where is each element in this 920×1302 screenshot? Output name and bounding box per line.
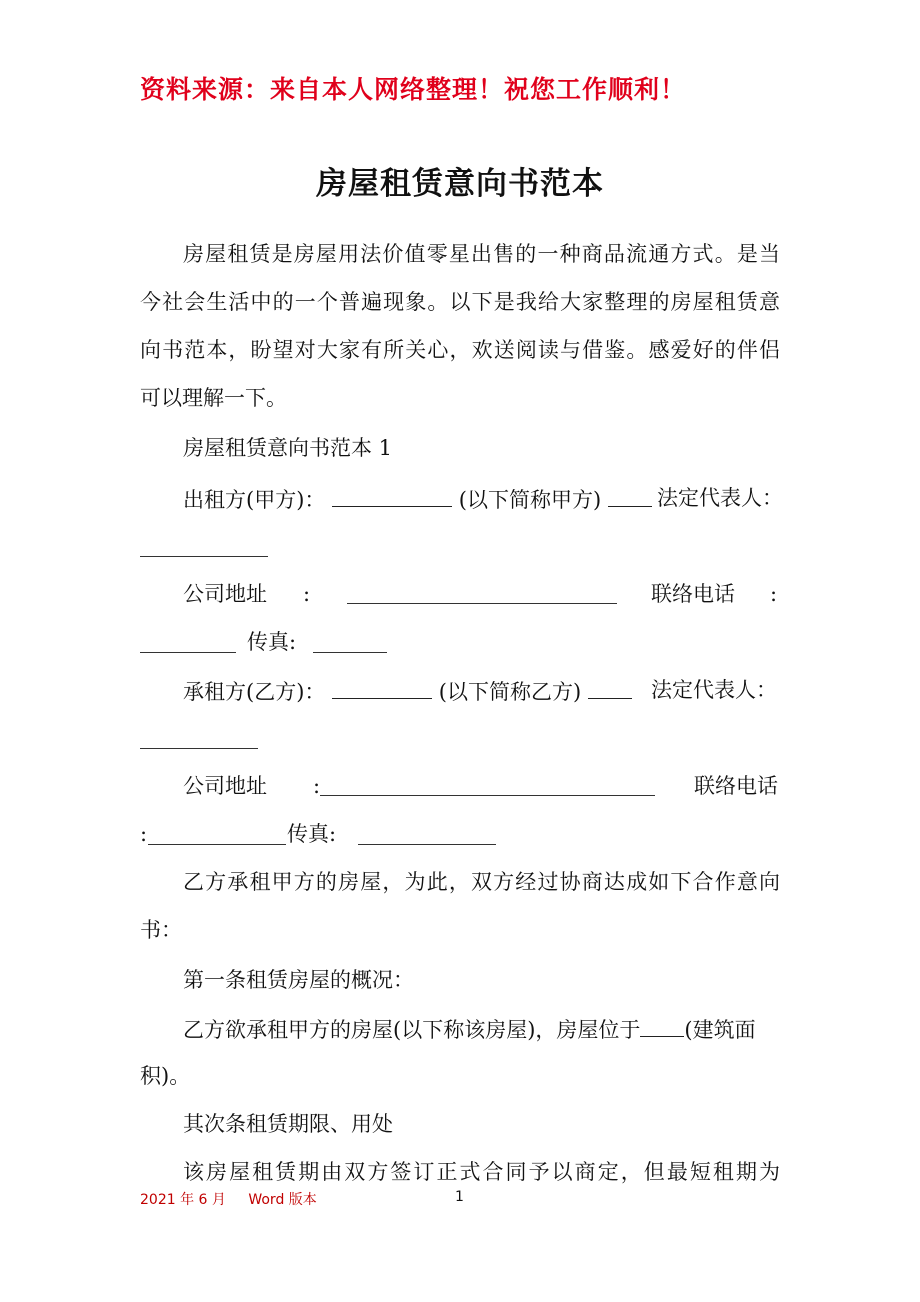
lessee-address-label: 公司地址 <box>183 774 267 798</box>
article1-location-blank <box>640 1014 684 1037</box>
lessee-rep-blank <box>140 748 258 749</box>
source-note: 资料来源：来自本人网络整理！祝您工作顺利！ <box>140 75 687 104</box>
lessee-address-blank <box>320 795 655 796</box>
lessor-fax-blank <box>313 652 387 653</box>
lessor-label: 出租方(甲方)： <box>183 488 326 512</box>
page-number: 1 <box>455 1189 464 1205</box>
article1-location-text: 乙方欲承租甲方的房屋(以下称该房屋)，房屋位于 <box>183 1018 641 1042</box>
lessee-alias: (以下简称乙方) <box>438 680 582 704</box>
article1-line-2: 积)。 <box>140 1064 191 1088</box>
lessor-address-colon: : <box>303 582 311 606</box>
article2-heading: 其次条租赁期限、用处 <box>183 1112 393 1136</box>
footer-version: Word 版本 <box>248 1192 317 1208</box>
lessor-phone-label: 联络电话 <box>651 582 735 606</box>
sample-heading: 房屋租赁意向书范本 1 <box>183 436 393 460</box>
lessor-phone-colon: : <box>770 582 778 606</box>
lessee-phone-colon: : <box>140 822 148 846</box>
article1-heading: 第一条租赁房屋的概况： <box>183 968 414 992</box>
agreement-line-2: 书： <box>140 918 182 942</box>
lessor-rep-blank <box>140 556 268 557</box>
intro-line-1: 房屋租赁是房屋用法价值零星出售的一种商品流通方式。是当 <box>183 242 780 266</box>
lessor-alias: (以下简称甲方) <box>458 488 602 512</box>
document-title: 房屋租赁意向书范本 <box>316 166 604 202</box>
lessee-phone-label: 联络电话 <box>694 774 778 798</box>
lessor-address-label: 公司地址 <box>183 582 267 606</box>
lessor-name-blank <box>332 484 452 507</box>
lessee-name-blank <box>332 676 432 699</box>
lessor-address-blank <box>347 603 617 604</box>
article2-line: 该房屋租赁期由双方签订正式合同予以商定，但最短租期为 <box>183 1160 780 1184</box>
lessee-fax-label: 传真: <box>287 822 337 846</box>
agreement-line-1: 乙方承租甲方的房屋，为此，双方经过协商达成如下合作意向 <box>183 870 780 894</box>
lessee-phone-blank <box>148 844 286 845</box>
article1-area-text: (建筑面 <box>684 1018 756 1042</box>
intro-line-2: 今社会生活中的一个普遍现象。以下是我给大家整理的房屋租赁意 <box>140 290 780 314</box>
lessor-alias-blank <box>608 484 652 507</box>
lessor-phone-blank <box>140 652 236 653</box>
lessee-label: 承租方(乙方)： <box>183 680 326 704</box>
page-footer <box>140 1189 335 1209</box>
lessee-rep-label: 法定代表人： <box>651 678 777 702</box>
intro-line-3: 向书范本，盼望对大家有所关心，欢送阅读与借鉴。感爱好的伴侣 <box>140 338 780 362</box>
lessor-fax-label: 传真: <box>247 630 297 654</box>
article1-line-1 <box>183 1014 780 1044</box>
lessee-alias-blank <box>588 676 632 699</box>
lessee-address-colon: : <box>313 774 321 798</box>
intro-line-4: 可以理解一下。 <box>140 386 287 410</box>
lessee-fax-blank <box>358 844 496 845</box>
footer-date: 2021 年 6 月 <box>140 1192 226 1208</box>
lessor-rep-label: 法定代表人： <box>657 486 783 510</box>
